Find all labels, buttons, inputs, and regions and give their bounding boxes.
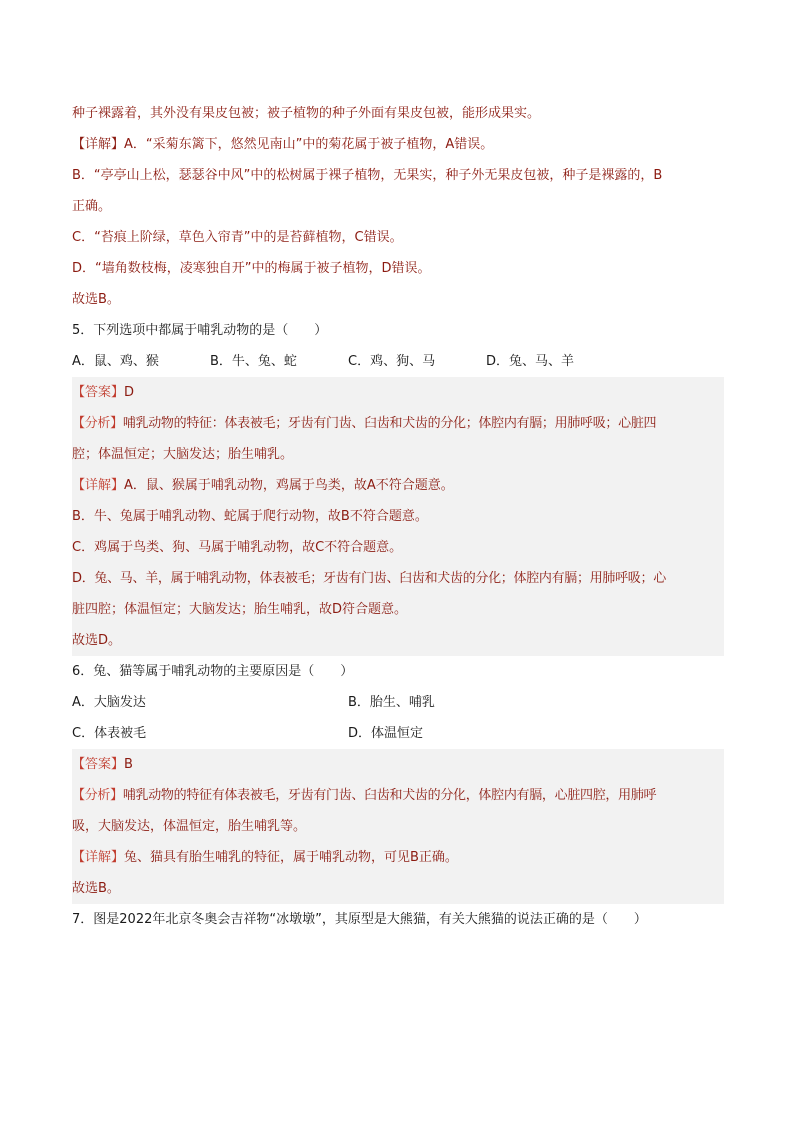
q6-detail: 【详解】兔、猫具有胎生哺乳的特征，属于哺乳动物，可见B正确。 (72, 850, 458, 865)
q6-option-c: C．体表被毛 (72, 726, 147, 741)
q5-answer (72, 377, 724, 408)
q5-detail-a: 【详解】A．鼠、猴属于哺乳动物，鸡属于鸟类，故A不符合题意。 (72, 478, 454, 493)
q4-explanation-line: 种子裸露着，其外没有果皮包被；被子植物的种子外面有果皮包被，能形成果实。 (72, 106, 541, 121)
detail-label: 【详解】 (72, 850, 125, 865)
q6-answer-block (72, 749, 724, 904)
q5-answer-block (72, 377, 724, 656)
answer-label: 【答案】 (72, 757, 125, 772)
detail-label: 【详解】 (72, 137, 125, 152)
q6-options-row-2 (72, 718, 724, 749)
q5-option-a: A．鼠、鸡、猴 (72, 354, 159, 369)
q6-question: 6．兔、猫等属于哺乳动物的主要原因是（ ） (72, 664, 354, 679)
q4-detail-c: C．“苔痕上阶绿，草色入帘青”中的是苔藓植物，C错误。 (72, 230, 403, 245)
q5-choose: 故选D。 (72, 633, 122, 648)
q4-detail-b-1: B．“亭亭山上松，瑟瑟谷中风”中的松树属于裸子植物，无果实，种子外无果皮包被，种子是裸露的，B (72, 168, 663, 183)
q4-choose: 故选B。 (72, 292, 120, 307)
q6-answer-value: B (124, 757, 133, 772)
q5-options (72, 346, 724, 377)
q5-analysis-2: 腔；体温恒定；大脑发达；胎生哺乳。 (72, 447, 294, 462)
q6-option-b: B．胎生、哺乳 (348, 695, 435, 710)
detail-label: 【详解】 (72, 478, 125, 493)
q6-analysis-1: 【分析】哺乳动物的特征有体表被毛，牙齿有门齿、臼齿和犬齿的分化，体腔内有膈，心脏四腔，用肺呼 (72, 788, 657, 803)
q5-detail-c: C．鸡属于鸟类、狗、马属于哺乳动物，故C不符合题意。 (72, 540, 403, 555)
q6-option-d: D．体温恒定 (348, 726, 424, 741)
q5-detail-d-2: 脏四腔；体温恒定；大脑发达；胎生哺乳，故D符合题意。 (72, 602, 408, 617)
q6-answer (72, 749, 724, 780)
q7-question: 7．图是2022年北京冬奥会吉祥物“冰墩墩”，其原型是大熊猫，有关大熊猫的说法正确的是（ ） (72, 912, 647, 927)
q6-option-a: A．大脑发达 (72, 695, 146, 710)
q5-option-b: B．牛、兔、蛇 (210, 354, 297, 369)
q5-option-d: D．兔、马、羊 (486, 354, 575, 369)
answer-label: 【答案】 (72, 385, 125, 400)
analysis-label: 【分析】 (72, 416, 123, 431)
q5-detail-b: B．牛、兔属于哺乳动物、蛇属于爬行动物，故B不符合题意。 (72, 509, 428, 524)
q5-option-c: C．鸡、狗、马 (348, 354, 436, 369)
q6-choose: 故选B。 (72, 881, 120, 896)
q5-analysis-1: 【分析】哺乳动物的特征：体表被毛；牙齿有门齿、臼齿和犬齿的分化；体腔内有膈；用肺呼吸；心脏四 (72, 416, 657, 431)
q5-answer-value: D (124, 385, 135, 400)
document-content (72, 98, 724, 935)
analysis-label: 【分析】 (72, 788, 123, 803)
q6-options-row-1 (72, 687, 724, 718)
q5-detail-d-1: D．兔、马、羊，属于哺乳动物，体表被毛；牙齿有门齿、臼齿和犬齿的分化；体腔内有膈；用肺呼吸；心 (72, 571, 666, 586)
q4-detail-d: D．“墙角数枝梅，凌寒独自开”中的梅属于被子植物，D错误。 (72, 261, 431, 276)
q4-detail-b-2: 正确。 (72, 199, 112, 214)
q4-detail-a: 【详解】A．“采菊东篱下，悠然见南山”中的菊花属于被子植物，A错误。 (72, 137, 494, 152)
q6-analysis-2: 吸，大脑发达，体温恒定，胎生哺乳等。 (72, 819, 307, 834)
q5-question: 5．下列选项中都属于哺乳动物的是（ ） (72, 323, 328, 338)
